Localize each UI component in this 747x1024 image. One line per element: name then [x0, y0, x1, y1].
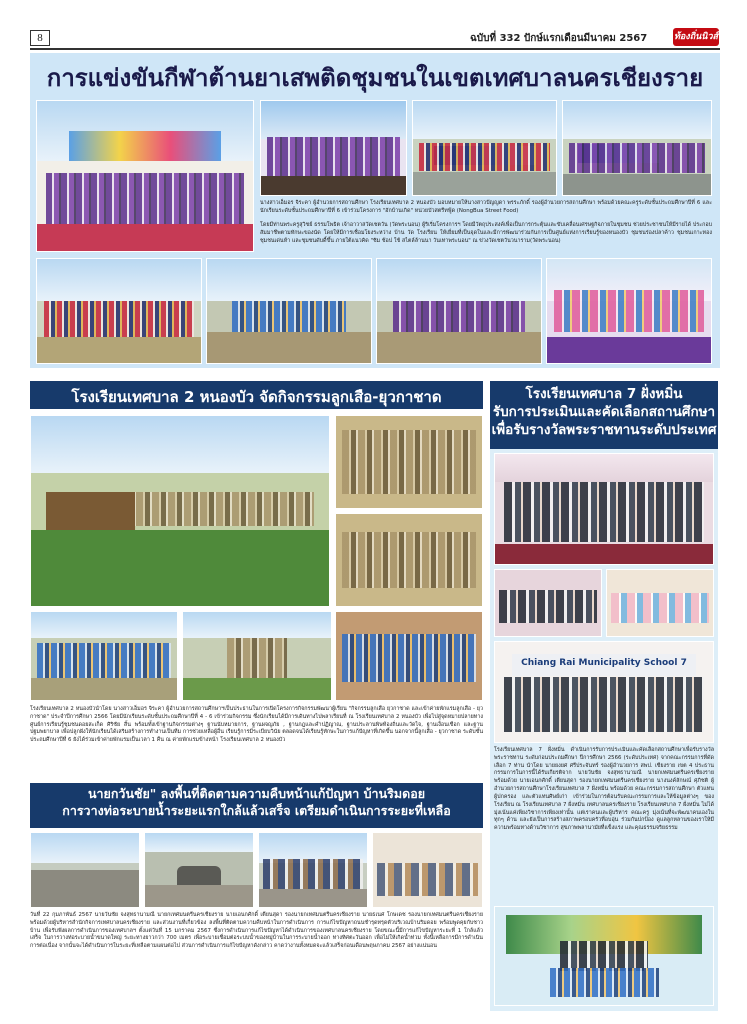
- photo-parade-2: [562, 100, 712, 196]
- photo-school-room-1: [494, 569, 602, 637]
- article4-title-line2: การวางท่อระบายน้ำระยะแรกใกล้แล้วเสร็จ เตรียมดำเนินการระยะที่เหลือ: [62, 802, 451, 818]
- photo-drain-pipe: [144, 832, 254, 908]
- photo-scout-staff: [182, 611, 332, 701]
- photo-food-stall: [546, 258, 712, 364]
- article1-caption-1: นางสาวเอ็มอร จิระคา ผู้อำนวยการสถานศึกษา โรงเรียนเทศบาล 2 หนองบัว มอบหมายให้นางสาวปัญญดา พรระภักดิ์ รองผู้อำนวยการสถานศึกษา พร้อมด้วยคณะครูระดับชั้นประถมศึกษาปีที่ 6 และนักเรียนระดับชั้นประถมศึกษาปีที่ 6 เข้าร่วมโครงการ "ฮักบ้านเกิด" หน่วยบัวสตรีทฟู้ด (NongBua Street Food): [260, 200, 712, 214]
- article3-title: [490, 385, 718, 440]
- school-sign-text: Chiang Rai Municipality School 7: [521, 658, 687, 668]
- photo-school-room-2: [606, 569, 714, 637]
- photo-officials-site: [258, 832, 368, 908]
- header-rule: [30, 48, 720, 50]
- photo-scout-blue: [30, 611, 178, 701]
- article4-title: [30, 786, 483, 820]
- issue-info: ฉบับที่ 332 ปักษ์แรกเดือนมีนาคม 2567: [470, 33, 648, 44]
- photo-kindergarten: [494, 906, 714, 1006]
- newspaper-logo: ท้องถิ่นนิวส์: [673, 28, 719, 46]
- article3-title-line2: รับการประเมินและคัดเลือกสถานศึกษา: [492, 404, 716, 421]
- photo-scout-activity: [335, 611, 483, 701]
- photo-road-site: [30, 832, 140, 908]
- photo-meeting-room: [372, 832, 483, 908]
- photo-scout-field: [30, 415, 330, 607]
- article3-caption: โรงเรียนเทศบาล 7 ฝั่งหมิ่น ดำเนินการรับการประเมินและคัดเลือกสถานศึกษาเพื่อรับรางวัลพระราชทาน ระดับก่อนประถมศึกษา ปีการศึกษา 2566 (ระดับประเทศ) จากคณะกรรมการที่ดัดเลือก 7 ท่าน นำโดย นายยงยศ ศรีประจันทร์ รองผู้อำนวยการ สพป. เชียงราย เขต 4 ประธานกรรมการในการนี้ได้รับเกียรติจาก นายวันชัย จงสุทธานามณี นายกเทศมนตรีนครเชียงราย พร้อมด้วย นายเอนกศักดิ์ เตียนสุดา รองนายกเทศมนตรีนครเชียงราย นางนงค์ลักษณ์ ศุภิชติ ผู้อำนวยการสถานศึกษาโรงเรียนเทศบาล 7 ฝั่งหมิ่น พร้อมด้วย คณะกรรมการสถานศึกษา ตัวแทนผู้ปกครอง และตัวแทนศิษย์เก่า เข้าร่วมในการต้อนรับคณะกรรมการและให้ข้อมูลต่างๆ ของโรงเรียน ณ โรงเรียนเทศบาล 7 ฝั่งหมิ่น เทศบาลนครเชียงราย โรงเรียนเทศบาล 7 ฝั่งหมิ่น ไม่ได้มุ่งเน้นแค่เพียงวิชาการเพียงเท่านั้น แต่เราคนและผู้บริหาร คณะครู มุ่งเน้นที่จะพัฒนาคนเองในทุกๆ ด้าน และยังเป็นการสร้างสภาพครอบครัวที่อบอุ่น ร่วมกันปกป้อง ดูแลลูกหลานของเราให้มีความพร้อมทางด้านวิชาการ สุขภาพพลานามัยที่แข็งแรง และคุณธรรมจริยธรรม: [494, 747, 714, 832]
- photo-school-sign-group: [494, 641, 714, 743]
- photo-vip-seats: [260, 100, 407, 196]
- article3-title-line3: เพื่อรับรางวัลพระราชทานระดับประเทศ: [491, 422, 717, 439]
- article1-caption-2: โดยมีท่านพระครูสุวิชย์ ธรรมโพธิต เจ้าอาวาสวัดเชตวัน (วัดพระนอน) ผู้ริเริ่มโครงการฯ โดยมีวัตถุประสงค์เพื่อเป็นการกระตุ้นและขับเคลื่อนเศรษฐกิจภายในชุมชน ช่วยประชาชนให้มีรายได้ ประกอบสัมมาชีพตามทักษะของนัด โดยให้มีการเชื่อมโยงระหว่าง บ้าน วัด โรงเรียน ให้เยี่ยมที่เป็นจุดในและมีการพัฒนาร่วมกันการเป็นศูนย์แห่งการเรียนรู้ของหนองบัว ชุมชนร่องปลาค้าว ชุมชนเกาะทอง ชุมชนเด่นห้า และชุมชนดับดี้ขึ้น ภายใต้แนวคิด "ชิม ช้อป ใช้ สไตล์ล้านนา วันเทาพระนอน" ณ ข่วงวัดเชตวันวนาราม(วัดพระนอน): [260, 222, 712, 244]
- photo-sack-race-2: [376, 258, 542, 364]
- photo-sack-race: [206, 258, 372, 364]
- article2-title: โรงเรียนเทศบาล 2 หนองบัว จัดกิจกรรมลูกเสือ-ยุวกาชาด: [71, 388, 442, 406]
- page-number: 8: [30, 30, 50, 46]
- photo-scout-sitting-2: [335, 513, 483, 607]
- photo-scout-sitting-1: [335, 415, 483, 509]
- article4-title-line1: นายกวันชัย" ลงพื้นที่ติดตามความคืบหน้าแก้ปัญหา บ้านริมดอย: [87, 786, 426, 801]
- article4-caption: วันที่ 22 กุมภาพันธ์ 2567 นายวันชัย จงสุทธานามณี นายกเทศมนตรีนครเชียงราย นายเอนกศักดิ์ เตียนสุดา รองนายกเทศมนตรีนครเชียงราย นายธเนศ โกษเดช รองนายกเทศมนตรีนครเชียงราย พร้อมด้วยผู้บริหารสำนักกิจการเทศบาลนครเชียงราย และส่วนงานที่เกี่ยวข้อง ลงพื้นที่ติดตามความคืบหน้าในการดำเนินการ การแก้ไขปัญหาถนนชำรุดทรุดตัวบริเวณบ้านริมดอย พร้อมพูดคุยกับชาวบ้าน เพื่อรับฟังผลการดำเนินการของเทศบาลฯ ตั้งแต่วันที่ 15 มกราคม 2567 ซึ่งการดำเนินการแก้ไขปัญหาได้ดำเนินการของเทศบาลนครเชียงราย โดยขณะนี้มีการแก้ไขปัญหาระยะที่ 1 ใกล้แล้วเสร็จ ในการวางท่อระบายน้ำขนาดใหญ่ ระยะทางยาวกว่า 700 เมตร เพื่อระบายเชื่อมต่อระบบน้ำของหมู่บ้านในการระบายน้ำออก ทางทิศตะวันออก เพื่อไม่ให้เกิดน้ำท่วม ทั้งนี้เหลือการมีการดำเนินการต่อเนื่อง จากนั้นจะได้ดำเนินการในระยะที่เหลือตามแผนต่อไป ส่วนการดำเนินการแก้ไขปัญหาดังกล่าว คาดว่างานทั้งหมดจะแล้วเสร็จก่อนเดือนพฤษภาคม 2567 อย่างแน่นอน: [30, 912, 483, 950]
- photo-ceremony-stage: [36, 100, 254, 252]
- photo-school-group: [494, 453, 714, 565]
- photo-parade-1: [412, 100, 557, 196]
- article2-caption: โรงเรียนเทศบาล 2 หนองบัวนำโดย นางสาวเอ็มอร จิระคา ผู้อำนวยการสถานศึกษาฯเป็นประธานในการเปิดโครงการกิจกรรมพัฒนาผู้เรียน "กิจกรรมลูกเสือ ยุวกาชาด และเข้าค่ายพักแรมลูกเสือ - ยุวกาชาด" ประจำปีการศึกษา 2566 โดยมีนักเรียนระดับชั้นประถมศึกษาปีที่ 4 - 6 เข้าร่วมกิจกรรม ซึ่งนักเรียนได้มีการเดินทางไปพลาเรียนที่ ณ โรงเรียนเทศบาล 2 หนองบัว เพื่อไปสู่จุดหมายปลายทางศูนย์การเรียนรู้ชุมชนดอยสะเก็ด ศิริชัย สิ้น พร้อมทั้งเข้าฐานกิจกรรมต่างๆ ฐานนับหมายการ, ฐานผจญภัย , ฐานกฎและคำปฏิญาณ, ฐานประลานพิษท้องถิ่นและวัดไจ, ฐานเงื่อนเชือก และฐานปฐมพยาบาล เพื่อปลูกฝังให้นักเรียนได้เสริมสร้างการทำงานเป็นทีม การช่วยเหลือผู้อื่น เรียนรู้การมีระเบียบวินัย ตลอดจนได้เรียนรู้ทักษะในการแก้ปัญหาที่เกิดขึ้น นอกจากนี้ลูกเสือ - ยุวกาชาด ระดับชั้นประถมศึกษาปีที่ 6 ยังได้ร่วมเข้าค่ายพักแรมเป็นเวลา 1 คืน ณ ค่ายพักแรมข้างหน้า โรงเรียนเทศบาล 2 หนองบัว: [30, 706, 483, 744]
- article1-title: การแข่งขันกีฬาต้านยาเสพติดชุมชนในเขตเทศบาลนครเชียงราย: [46, 65, 704, 92]
- article3-title-line1: โรงเรียนเทศบาล 7 ฝั่งหมิ่น: [525, 386, 683, 402]
- photo-team-line: [36, 258, 202, 364]
